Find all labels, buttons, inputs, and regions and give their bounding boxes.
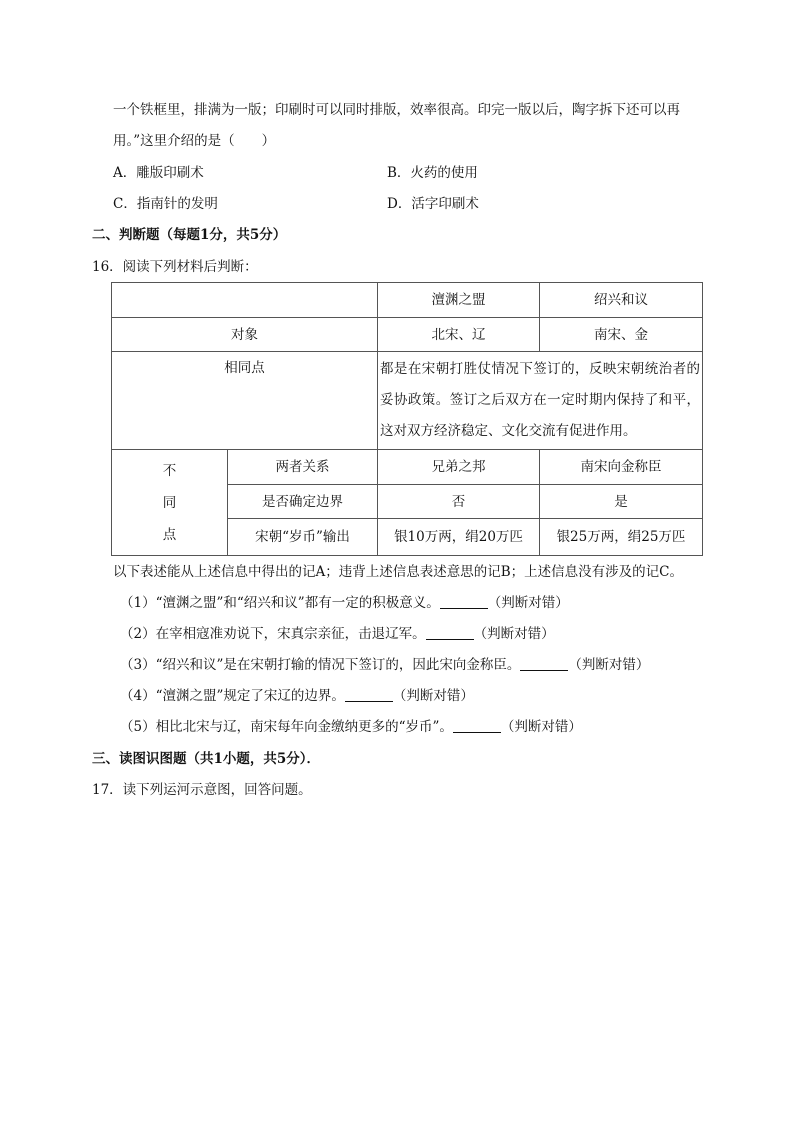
judgment-suffix: （判断对错） bbox=[392, 688, 474, 704]
table-header-cell: 澶渊之盟 bbox=[378, 283, 540, 318]
option-b: B．火药的使用 bbox=[387, 165, 478, 181]
judgment-item bbox=[120, 594, 569, 612]
answer-blank[interactable] bbox=[520, 656, 568, 671]
row-label: 宋朝“岁币”输出 bbox=[228, 519, 378, 556]
table-cell: 南宋向金称臣 bbox=[540, 450, 703, 485]
diff-label-char: 同 bbox=[162, 494, 177, 511]
table-cell: 银25万两，绢25万匹 bbox=[540, 519, 703, 556]
judgment-text: （2）在宰相寇准劝说下，宋真宗亲征，击退辽军。 bbox=[120, 626, 426, 642]
row-label: 是否确定边界 bbox=[228, 485, 378, 519]
judgment-item bbox=[120, 687, 474, 705]
answer-blank[interactable] bbox=[440, 594, 488, 609]
diff-label-char: 点 bbox=[162, 526, 177, 543]
table-cell: 否 bbox=[378, 485, 540, 519]
table-cell: 南宋、金 bbox=[540, 318, 703, 352]
option-a: A．雕版印刷术 bbox=[113, 165, 204, 181]
judgment-suffix: （判断对错） bbox=[473, 626, 555, 642]
passage-line: 用。”这里介绍的是（ ） bbox=[113, 133, 276, 149]
judgment-item bbox=[120, 625, 555, 643]
answer-blank[interactable] bbox=[453, 718, 501, 733]
judgment-text: （4）“澶渊之盟”规定了宋辽的边界。 bbox=[120, 688, 345, 704]
question-stem: 16．阅读下列材料后判断： bbox=[92, 259, 258, 275]
material-table bbox=[111, 282, 703, 556]
option-d: D．活字印刷术 bbox=[387, 196, 479, 212]
option-c: C．指南针的发明 bbox=[113, 196, 218, 212]
question-stem: 17．读下列运河示意图，回答问题。 bbox=[92, 782, 312, 798]
answer-blank[interactable] bbox=[426, 625, 474, 640]
table-paragraph-cell: 都是在宋朝打胜仗情况下签订的，反映宋朝统治者的妥协政策。签订之后双方在一定时期内保持了和平，这对双方经济稳定、文化交流有促进作用。 bbox=[378, 352, 703, 450]
judgment-suffix: （判断对错） bbox=[500, 719, 582, 735]
judgment-item bbox=[120, 718, 582, 736]
instruction-text: 以下表述能从上述信息中得出的记A；违背上述信息表述意思的记B；上述信息没有涉及的记C。 bbox=[113, 564, 683, 580]
passage-line: 一个铁框里，排满为一版；印刷时可以同时排版，效率很高。印完一版以后，陶字拆下还可以再 bbox=[113, 102, 680, 118]
table-header-cell: 绍兴和议 bbox=[540, 283, 703, 318]
judgment-text: （5）相比北宋与辽，南宋每年向金缴纳更多的“岁币”。 bbox=[120, 719, 453, 735]
table-cell: 兄弟之邦 bbox=[378, 450, 540, 485]
table-corner-cell bbox=[112, 283, 378, 318]
section-heading: 二、判断题（每题1分，共5分） bbox=[92, 227, 287, 243]
judgment-text: （1）“澶渊之盟”和“绍兴和议”都有一定的积极意义。 bbox=[120, 595, 440, 611]
row-label: 相同点 bbox=[112, 352, 378, 450]
judgment-text: （3）“绍兴和议”是在宋朝打输的情况下签订的，因此宋向金称臣。 bbox=[120, 657, 521, 673]
table-cell: 是 bbox=[540, 485, 703, 519]
judgment-suffix: （判断对错） bbox=[487, 595, 569, 611]
row-label: 两者关系 bbox=[228, 450, 378, 485]
section-heading: 三、读图识图题（共1小题，共5分）． bbox=[92, 751, 321, 767]
table-cell: 北宋、辽 bbox=[378, 318, 540, 352]
diff-label bbox=[112, 450, 228, 556]
table-cell: 银10万两，绢20万匹 bbox=[378, 519, 540, 556]
diff-label-char: 不 bbox=[162, 462, 177, 479]
row-label: 对象 bbox=[112, 318, 378, 352]
judgment-suffix: （判断对错） bbox=[568, 657, 650, 673]
answer-blank[interactable] bbox=[345, 687, 393, 702]
judgment-item bbox=[120, 656, 649, 674]
